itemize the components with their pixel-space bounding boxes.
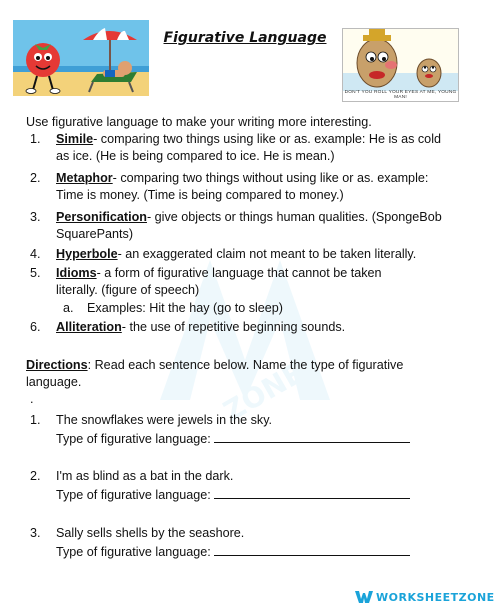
cartoon-caption: DON'T YOU ROLL YOUR EYES AT ME, YOUNG MAN!	[344, 90, 457, 100]
w-logo-icon	[355, 590, 373, 604]
svg-text:ZONE: ZONE	[217, 356, 310, 429]
exercise-sentence: Sally sells shells by the seashore.	[56, 526, 245, 540]
term-line	[56, 131, 441, 148]
prompt-label: Type of figurative language:	[56, 545, 211, 559]
directions-line: language.	[26, 375, 82, 389]
term-definition: - comparing two things without using like or as. example:	[112, 171, 429, 185]
idiom-example: Examples: Hit the hay (go to sleep)	[87, 301, 283, 315]
term-name: Metaphor	[56, 171, 113, 185]
exercise-prompt	[56, 543, 410, 561]
term-line	[56, 170, 428, 187]
term-line: Time is money. (Time is being compared to money.)	[56, 188, 344, 202]
term-line	[56, 209, 442, 226]
term-name: Hyperbole	[56, 247, 118, 261]
exercise-number: 1.	[30, 413, 41, 427]
brand-name: WORKSHEETZONE	[376, 590, 495, 604]
term-definition: - give objects or things human qualities. (SpongeBob	[146, 210, 442, 224]
term-line: as ice. (He is being compared to ice. He is mean.)	[56, 149, 335, 163]
example-letter: a.	[63, 301, 74, 315]
term-line	[56, 246, 416, 263]
exercise-prompt	[56, 486, 410, 504]
term-number: 1.	[30, 132, 41, 146]
term-name: Alliteration	[56, 320, 122, 334]
exercise-prompt	[56, 430, 410, 448]
term-number: 4.	[30, 247, 41, 261]
intro-text: Use figurative language to make your writing more interesting.	[26, 115, 372, 129]
directions-label: Directions	[26, 358, 88, 372]
term-definition: - a form of figurative language that cannot be taken	[96, 266, 382, 280]
term-line: literally. (figure of speech)	[56, 283, 200, 297]
prompt-label: Type of figurative language:	[56, 432, 211, 446]
term-line	[56, 319, 345, 336]
term-number: 5.	[30, 266, 41, 280]
term-number: 6.	[30, 320, 41, 334]
term-line	[56, 265, 382, 282]
prompt-label: Type of figurative language:	[56, 488, 211, 502]
exercise-sentence: The snowflakes were jewels in the sky.	[56, 413, 273, 427]
answer-blank[interactable]	[214, 543, 410, 556]
directions-line	[26, 357, 403, 374]
term-name: Personification	[56, 210, 147, 224]
term-definition: - an exaggerated claim not meant to be taken literally.	[117, 247, 417, 261]
term-name: Simile	[56, 132, 94, 146]
page-title: Figurative Language	[163, 30, 327, 46]
exercise-sentence: I'm as blind as a bat in the dark.	[56, 469, 234, 483]
term-number: 2.	[30, 171, 41, 185]
term-name: Idioms	[56, 266, 97, 280]
stray-dot: .	[30, 392, 34, 406]
term-definition: - the use of repetitive beginning sounds.	[121, 320, 346, 334]
answer-blank[interactable]	[214, 486, 410, 499]
beach-clipart	[13, 20, 149, 96]
directions-text: : Read each sentence below. Name the type of figurative	[87, 358, 404, 372]
potato-head-cartoon	[342, 28, 459, 102]
answer-blank[interactable]	[214, 430, 410, 443]
term-line: SquarePants)	[56, 227, 134, 241]
term-number: 3.	[30, 210, 41, 224]
term-definition: - comparing two things using like or as. example: He is as cold	[93, 132, 441, 146]
footer-brand[interactable]	[355, 588, 495, 606]
exercise-number: 3.	[30, 526, 41, 540]
exercise-number: 2.	[30, 469, 41, 483]
